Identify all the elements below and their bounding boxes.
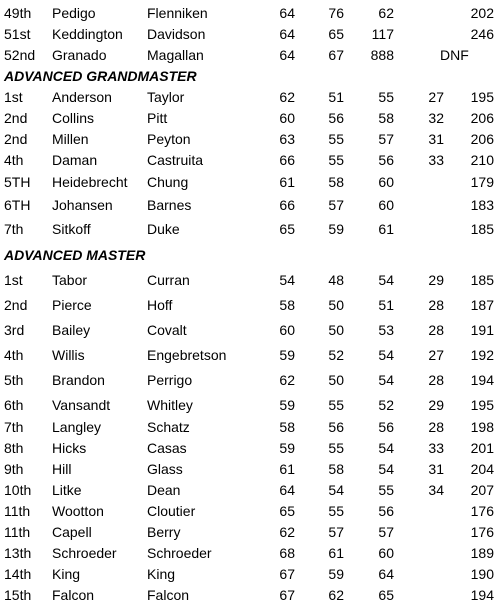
game3-cell: 117 <box>371 26 394 42</box>
game2-cell: 48 <box>328 272 344 288</box>
place-cell: 49th <box>4 5 32 21</box>
game2-cell: 59 <box>328 221 344 237</box>
game2-cell: 55 <box>328 503 344 519</box>
game4-cell: 34 <box>428 482 444 498</box>
first-name-cell: Anderson <box>52 89 112 105</box>
last-name-cell: Castruita <box>147 152 204 168</box>
game4-cell: 28 <box>428 419 444 435</box>
place-cell: 14th <box>4 566 32 582</box>
game3-cell: 55 <box>378 89 394 105</box>
result-row <box>0 108 497 128</box>
game1-cell: 60 <box>279 110 295 126</box>
place-cell: 51st <box>4 26 31 42</box>
result-row <box>0 543 497 563</box>
game3-cell: 60 <box>378 545 394 561</box>
result-row <box>0 219 497 239</box>
total-cell: 210 <box>470 152 494 168</box>
game3-cell: 57 <box>378 524 394 540</box>
game1-cell: 62 <box>279 524 295 540</box>
game3-cell: 56 <box>378 152 394 168</box>
last-name-cell: Duke <box>147 221 180 237</box>
total-cell: 202 <box>470 5 494 21</box>
total-cell: 185 <box>470 272 494 288</box>
place-cell: 15th <box>4 587 32 603</box>
game4-cell: 27 <box>428 89 444 105</box>
game2-cell: 67 <box>328 47 344 63</box>
result-row <box>0 150 497 170</box>
result-row <box>0 172 497 192</box>
game1-cell: 64 <box>279 47 295 63</box>
game2-cell: 62 <box>328 587 344 603</box>
last-name-cell: King <box>147 566 176 582</box>
game4-cell: 28 <box>428 297 444 313</box>
game2-cell: 57 <box>328 524 344 540</box>
game4-cell: 28 <box>428 322 444 338</box>
last-name-cell: Peyton <box>147 131 191 147</box>
game3-cell: 55 <box>378 482 394 498</box>
game2-cell: 65 <box>328 26 344 42</box>
last-name-cell: Chung <box>147 174 189 190</box>
first-name-cell: Langley <box>52 419 102 435</box>
game4-cell: 33 <box>428 152 444 168</box>
game4-cell: 32 <box>428 110 444 126</box>
game2-cell: 55 <box>328 152 344 168</box>
first-name-cell: Capell <box>52 524 92 540</box>
result-row <box>0 417 497 437</box>
game1-cell: 61 <box>279 461 295 477</box>
first-name-cell: Tabor <box>52 272 88 288</box>
place-cell: 11th <box>4 503 31 519</box>
first-name-cell: Johansen <box>52 197 113 213</box>
total-cell: 194 <box>470 587 494 603</box>
result-row <box>0 480 497 500</box>
last-name-cell: Whitley <box>147 397 193 413</box>
last-name-cell: Curran <box>147 272 190 288</box>
game1-cell: 68 <box>279 545 295 561</box>
game3-cell: 62 <box>378 5 394 21</box>
game4-cell: 27 <box>428 347 444 363</box>
place-cell: 4th <box>4 152 24 168</box>
last-name-cell: Schatz <box>147 419 190 435</box>
game2-cell: 61 <box>328 545 344 561</box>
game3-cell: 65 <box>378 587 394 603</box>
result-row <box>0 345 497 365</box>
game3-cell: 57 <box>378 131 394 147</box>
game2-cell: 57 <box>328 197 344 213</box>
game2-cell: 54 <box>328 482 344 498</box>
place-cell: 2nd <box>4 297 28 313</box>
total-cell: 206 <box>470 110 494 126</box>
game3-cell: 888 <box>370 47 394 63</box>
total-cell: 183 <box>470 197 494 213</box>
first-name-cell: King <box>52 566 81 582</box>
game3-cell: 52 <box>378 397 394 413</box>
total-cell: 190 <box>470 566 494 582</box>
result-row <box>0 195 497 215</box>
result-row <box>0 24 497 44</box>
result-row <box>0 129 497 149</box>
game1-cell: 59 <box>279 397 295 413</box>
first-name-cell: Willis <box>52 347 85 363</box>
total-cell: 176 <box>470 524 494 540</box>
first-name-cell: Granado <box>52 47 107 63</box>
result-row <box>0 564 497 584</box>
place-cell: 3rd <box>4 322 25 338</box>
result-row <box>0 45 497 65</box>
game1-cell: 65 <box>279 221 295 237</box>
place-cell: 2nd <box>4 131 28 147</box>
last-name-cell: Cloutier <box>147 503 196 519</box>
last-name-cell: Davidson <box>147 26 206 42</box>
game2-cell: 59 <box>328 566 344 582</box>
first-name-cell: Vansandt <box>52 397 111 413</box>
last-name-cell: Engebretson <box>147 347 227 363</box>
game3-cell: 56 <box>378 419 394 435</box>
first-name-cell: Heidebrecht <box>52 174 128 190</box>
game3-cell: 60 <box>378 197 394 213</box>
game4-cell: 28 <box>428 372 444 388</box>
total-cell: 191 <box>470 322 494 338</box>
first-name-cell: Schroeder <box>52 545 117 561</box>
game3-cell: 54 <box>378 440 394 456</box>
place-cell: 7th <box>4 419 24 435</box>
game1-cell: 67 <box>279 587 295 603</box>
game1-cell: 58 <box>279 419 295 435</box>
total-cell: 206 <box>470 131 494 147</box>
total-cell: 198 <box>470 419 494 435</box>
game1-cell: 64 <box>279 482 295 498</box>
total-cell: 207 <box>470 482 494 498</box>
result-row <box>0 3 497 23</box>
result-row <box>0 87 497 107</box>
last-name-cell: Glass <box>147 461 183 477</box>
result-row <box>0 585 497 605</box>
game1-cell: 59 <box>279 440 295 456</box>
first-name-cell: Sitkoff <box>52 221 91 237</box>
result-row <box>0 295 497 315</box>
place-cell: 2nd <box>4 110 28 126</box>
result-row <box>0 438 497 458</box>
place-cell: 8th <box>4 440 24 456</box>
last-name-cell: Taylor <box>147 89 185 105</box>
game2-cell: 76 <box>328 5 344 21</box>
game3-cell: 61 <box>378 221 394 237</box>
section-title: ADVANCED MASTER <box>4 247 146 263</box>
game3-cell: 54 <box>378 272 394 288</box>
total-cell: 246 <box>470 26 494 42</box>
first-name-cell: Pedigo <box>52 5 96 21</box>
first-name-cell: Keddington <box>52 26 123 42</box>
game1-cell: 66 <box>279 197 295 213</box>
first-name-cell: Wootton <box>52 503 104 519</box>
total-cell: 201 <box>470 440 494 456</box>
total-cell: 195 <box>470 89 494 105</box>
total-cell: 195 <box>470 397 494 413</box>
place-cell: 5TH <box>4 174 31 190</box>
game2-cell: 50 <box>328 297 344 313</box>
game4-cell: 33 <box>428 440 444 456</box>
total-cell: 204 <box>470 461 494 477</box>
game3-cell: 56 <box>378 503 394 519</box>
result-row <box>0 501 497 521</box>
last-name-cell: Flenniken <box>147 5 208 21</box>
game1-cell: 54 <box>279 272 295 288</box>
place-cell: 6th <box>4 397 24 413</box>
game3-cell: 51 <box>378 297 394 313</box>
game2-cell: 50 <box>328 322 344 338</box>
first-name-cell: Hicks <box>52 440 87 456</box>
last-name-cell: Dean <box>147 482 181 498</box>
result-row <box>0 270 497 290</box>
total-cell: 185 <box>470 221 494 237</box>
game3-cell: 54 <box>378 461 394 477</box>
first-name-cell: Hill <box>52 461 72 477</box>
place-cell: 7th <box>4 221 24 237</box>
game3-cell: 54 <box>378 372 394 388</box>
game2-cell: 55 <box>328 397 344 413</box>
first-name-cell: Bailey <box>52 322 91 338</box>
result-row <box>0 459 497 479</box>
game1-cell: 64 <box>279 5 295 21</box>
last-name-cell: Hoff <box>147 297 173 313</box>
last-name-cell: Pitt <box>147 110 168 126</box>
place-cell: 6TH <box>4 197 31 213</box>
place-cell: 1st <box>4 272 23 288</box>
game3-cell: 58 <box>378 110 394 126</box>
total-cell: 187 <box>470 297 494 313</box>
result-row <box>0 320 497 340</box>
total-cell: 194 <box>470 372 494 388</box>
total-cell: 189 <box>470 545 494 561</box>
game1-cell: 62 <box>279 89 295 105</box>
game1-cell: 62 <box>279 372 295 388</box>
place-cell: 13th <box>4 545 32 561</box>
total-cell: DNF <box>440 47 469 63</box>
first-name-cell: Collins <box>52 110 95 126</box>
game4-cell: 29 <box>428 272 444 288</box>
game1-cell: 63 <box>279 131 295 147</box>
last-name-cell: Magallan <box>147 47 204 63</box>
first-name-cell: Falcon <box>52 587 95 603</box>
last-name-cell: Casas <box>147 440 187 456</box>
result-row <box>0 395 497 415</box>
total-cell: 192 <box>470 347 494 363</box>
game1-cell: 65 <box>279 503 295 519</box>
game1-cell: 61 <box>279 174 295 190</box>
last-name-cell: Barnes <box>147 197 192 213</box>
last-name-cell: Berry <box>147 524 181 540</box>
game1-cell: 67 <box>279 566 295 582</box>
game2-cell: 50 <box>328 372 344 388</box>
game3-cell: 53 <box>378 322 394 338</box>
result-row <box>0 522 497 542</box>
place-cell: 9th <box>4 461 24 477</box>
place-cell: 11th <box>4 524 31 540</box>
game1-cell: 64 <box>279 26 295 42</box>
game2-cell: 56 <box>328 419 344 435</box>
place-cell: 1st <box>4 89 23 105</box>
total-cell: 176 <box>470 503 494 519</box>
game2-cell: 52 <box>328 347 344 363</box>
game1-cell: 58 <box>279 297 295 313</box>
game2-cell: 51 <box>328 89 344 105</box>
last-name-cell: Schroeder <box>147 545 212 561</box>
game3-cell: 54 <box>378 347 394 363</box>
game2-cell: 56 <box>328 110 344 126</box>
first-name-cell: Millen <box>52 131 89 147</box>
game1-cell: 59 <box>279 347 295 363</box>
last-name-cell: Covalt <box>147 322 187 338</box>
first-name-cell: Litke <box>52 482 82 498</box>
game2-cell: 58 <box>328 461 344 477</box>
game3-cell: 64 <box>378 566 394 582</box>
section-title: ADVANCED GRANDMASTER <box>4 68 197 84</box>
game4-cell: 29 <box>428 397 444 413</box>
game2-cell: 58 <box>328 174 344 190</box>
total-cell: 179 <box>470 174 494 190</box>
last-name-cell: Falcon <box>147 587 190 603</box>
first-name-cell: Daman <box>52 152 98 168</box>
game3-cell: 60 <box>378 174 394 190</box>
game4-cell: 31 <box>428 131 444 147</box>
first-name-cell: Brandon <box>52 372 105 388</box>
result-row <box>0 370 497 390</box>
place-cell: 10th <box>4 482 32 498</box>
game1-cell: 60 <box>279 322 295 338</box>
game2-cell: 55 <box>328 131 344 147</box>
game4-cell: 31 <box>428 461 444 477</box>
last-name-cell: Perrigo <box>147 372 193 388</box>
place-cell: 52nd <box>4 47 36 63</box>
game2-cell: 55 <box>328 440 344 456</box>
place-cell: 5th <box>4 372 24 388</box>
first-name-cell: Pierce <box>52 297 92 313</box>
game1-cell: 66 <box>279 152 295 168</box>
place-cell: 4th <box>4 347 24 363</box>
